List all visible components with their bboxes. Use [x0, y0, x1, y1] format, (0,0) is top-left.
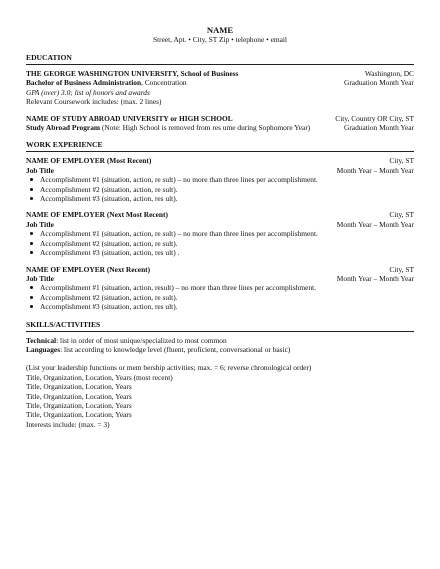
job-dates: Month Year – Month Year: [336, 165, 414, 175]
job-title: Job Title: [26, 165, 54, 175]
study-abroad-graduation-date: Graduation Month Year: [344, 123, 414, 133]
activity-item: Title, Organization, Location, Years (most recent): [26, 372, 173, 382]
activity-item: Title, Organization, Location, Years: [26, 410, 132, 420]
job-dates: Month Year – Month Year: [336, 273, 414, 283]
accomplishment-list: [26, 229, 414, 257]
leadership-note: (List your leadership functions or mem bership activities; max. = 6; reverse chronological order): [26, 363, 312, 373]
university-name: THE GEORGE WASHINGTON UNIVERSITY, School of Business: [26, 69, 239, 78]
section-title-work-experience: WORK EXPERIENCE: [26, 140, 414, 152]
accomplishment-item: Accomplishment #2 (situation, action, re sult).: [26, 293, 414, 302]
technical-skills-line: [26, 336, 414, 345]
employer-location: City, ST: [389, 210, 414, 220]
employer-name: NAME OF EMPLOYER (Most Recent): [26, 156, 152, 166]
degree-name: Bachelor of Business Administration: [26, 78, 142, 88]
accomplishment-list: [26, 283, 414, 311]
employer-name: NAME OF EMPLOYER (Next Most Recent): [26, 210, 168, 220]
activity-item: Title, Organization, Location, Years: [26, 391, 132, 401]
job-entry: [26, 156, 414, 203]
accomplishment-item: Accomplishment #1 (situation, action, re sult) – no more than three lines per accomplishment.: [26, 229, 414, 238]
applicant-name: NAME: [206, 25, 234, 35]
resume-content: [26, 25, 414, 429]
job-dates: Month Year – Month Year: [336, 219, 414, 229]
section-title-education: EDUCATION: [26, 53, 414, 65]
accomplishment-item: Accomplishment #3 (situation, action, res ult).: [26, 302, 414, 311]
study-abroad-program: Study Abroad Program: [26, 123, 101, 133]
university-location: Washington, DC: [364, 69, 414, 78]
study-abroad-school-name: NAME OF STUDY ABROAD UNIVERSITY or HIGH SCHOOL: [26, 113, 233, 123]
languages-line: [26, 345, 414, 354]
technical-label: Technical: [26, 335, 57, 345]
employer-location: City, ST: [389, 264, 414, 274]
job-entry: [26, 210, 414, 257]
study-abroad-note: (Note: High School is removed from res ume during Sophomore Year): [100, 123, 311, 133]
graduation-date: Graduation Month Year: [344, 78, 414, 88]
languages-text: : list according to knowledge level (fluent, proficient, conversational or basic): [60, 344, 291, 354]
education-entry-study-abroad: [26, 114, 414, 133]
accomplishment-item: Accomplishment #3 (situation, action, res ult) .: [26, 248, 414, 257]
skills-block: [26, 336, 414, 430]
job-title: Job Title: [26, 219, 54, 229]
job-title: Job Title: [26, 273, 54, 283]
coursework-line: Relevant Coursework includes: (max. 2 lines): [26, 97, 162, 107]
interests-line: Interests include: (max. = 3): [26, 419, 110, 429]
activity-item: Title, Organization, Location, Years: [26, 400, 132, 410]
technical-text: : list in order of most unique/specialized to most common: [56, 335, 227, 345]
languages-label: Languages: [26, 344, 61, 354]
education-entry-university: [26, 69, 414, 107]
accomplishment-item: Accomplishment #1 (situation, action, result) – no more than three lines per accomplishment.: [26, 283, 414, 292]
accomplishment-list: [26, 175, 414, 203]
section-title-skills-activities: SKILLS/ACTIVITIES: [26, 320, 414, 332]
gpa-line: GPA (over) 3.0; list of honors and awards: [26, 87, 150, 97]
degree-concentration: , Concentration: [141, 78, 187, 88]
job-entry: [26, 265, 414, 312]
accomplishment-item: Accomplishment #2 (situation, action, re sult).: [26, 239, 414, 248]
accomplishment-item: Accomplishment #3 (situation, action, res ult).: [26, 194, 414, 203]
accomplishment-item: Accomplishment #2 (situation, action, re sult).: [26, 185, 414, 194]
employer-name: NAME OF EMPLOYER (Next Recent): [26, 264, 151, 274]
employer-location: City, ST: [389, 156, 414, 166]
study-abroad-location: City, Country OR City, ST: [335, 113, 414, 123]
activity-item: Title, Organization, Location, Years: [26, 382, 132, 392]
contact-line: Street, Apt. • City, ST Zip • telephone • email: [152, 35, 287, 44]
accomplishment-item: Accomplishment #1 (situation, action, re sult) – no more than three lines per accomplishment.: [26, 175, 414, 184]
